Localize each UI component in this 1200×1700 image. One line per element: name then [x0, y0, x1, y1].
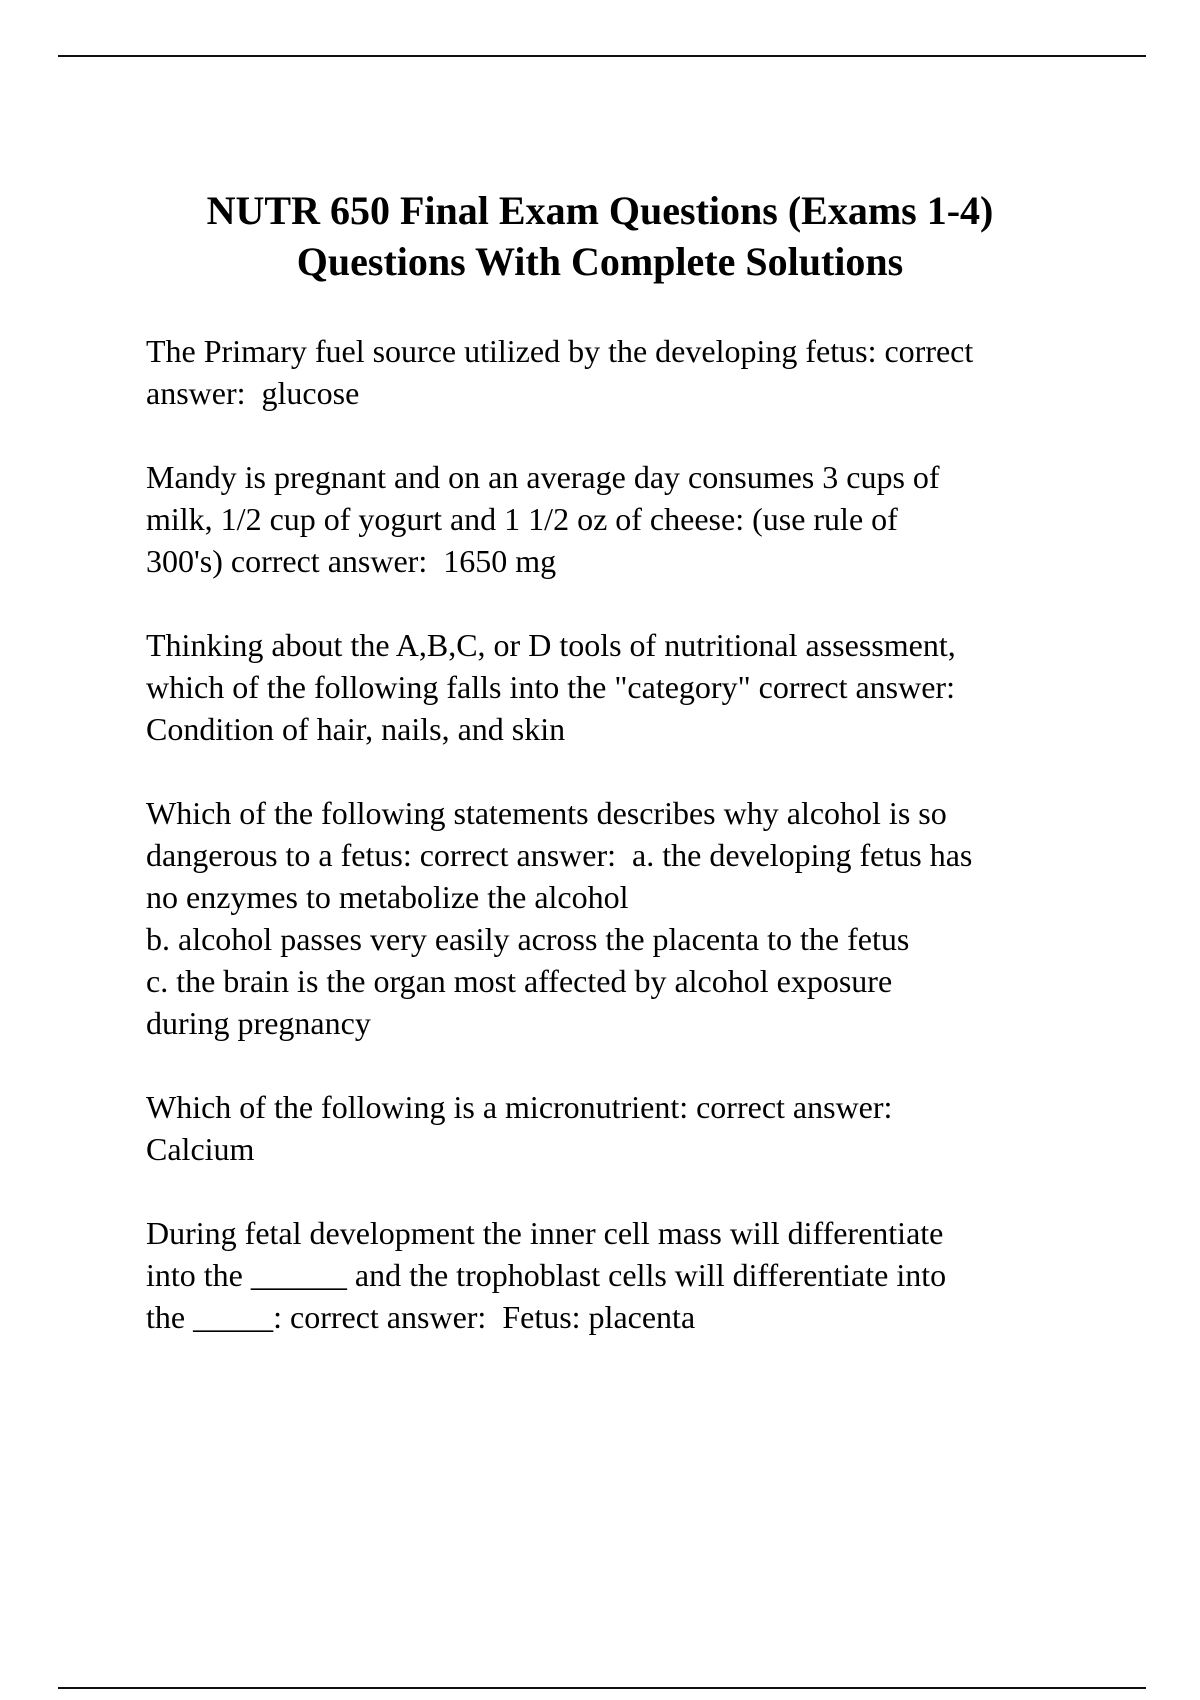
document-title [100, 185, 1100, 287]
qa-item-1 [146, 330, 1136, 414]
qa-line: Which of the following is a micronutrient: correct answer: [146, 1089, 893, 1125]
qa-item-4 [146, 792, 1136, 1044]
qa-line: no enzymes to metabolize the alcohol [146, 879, 629, 915]
qa-line: into the ______ and the trophoblast cells will differentiate into [146, 1257, 947, 1293]
bottom-rule [58, 1687, 1146, 1689]
qa-item-2 [146, 456, 1136, 582]
qa-line: 300's) correct answer: 1650 mg [146, 543, 557, 579]
qa-item-3 [146, 624, 1136, 750]
qa-item-5 [146, 1086, 1136, 1170]
qa-line: which of the following falls into the "category" correct answer: [146, 669, 955, 705]
qa-line: Calcium [146, 1131, 255, 1167]
qa-line: During fetal development the inner cell mass will differentiate [146, 1215, 944, 1251]
qa-line: The Primary fuel source utilized by the developing fetus: correct [146, 333, 974, 369]
qa-line: Thinking about the A,B,C, or D tools of nutritional assessment, [146, 627, 956, 663]
qa-line: Which of the following statements describes why alcohol is so [146, 795, 947, 831]
qa-line: during pregnancy [146, 1005, 371, 1041]
qa-item-6 [146, 1212, 1136, 1338]
qa-line: c. the brain is the organ most affected by alcohol exposure [146, 963, 893, 999]
qa-line: answer: glucose [146, 375, 360, 411]
qa-list [146, 330, 1136, 1380]
qa-line: dangerous to a fetus: correct answer: a. the developing fetus has [146, 837, 973, 873]
title-line-1: NUTR 650 Final Exam Questions (Exams 1-4) [206, 188, 994, 233]
top-rule [58, 55, 1146, 57]
qa-line: milk, 1/2 cup of yogurt and 1 1/2 oz of cheese: (use rule of [146, 501, 898, 537]
qa-line: Condition of hair, nails, and skin [146, 711, 566, 747]
qa-line: Mandy is pregnant and on an average day consumes 3 cups of [146, 459, 940, 495]
qa-line: b. alcohol passes very easily across the placenta to the fetus [146, 921, 910, 957]
title-line-2: Questions With Complete Solutions [296, 239, 904, 284]
qa-line: the _____: correct answer: Fetus: placenta [146, 1299, 696, 1335]
